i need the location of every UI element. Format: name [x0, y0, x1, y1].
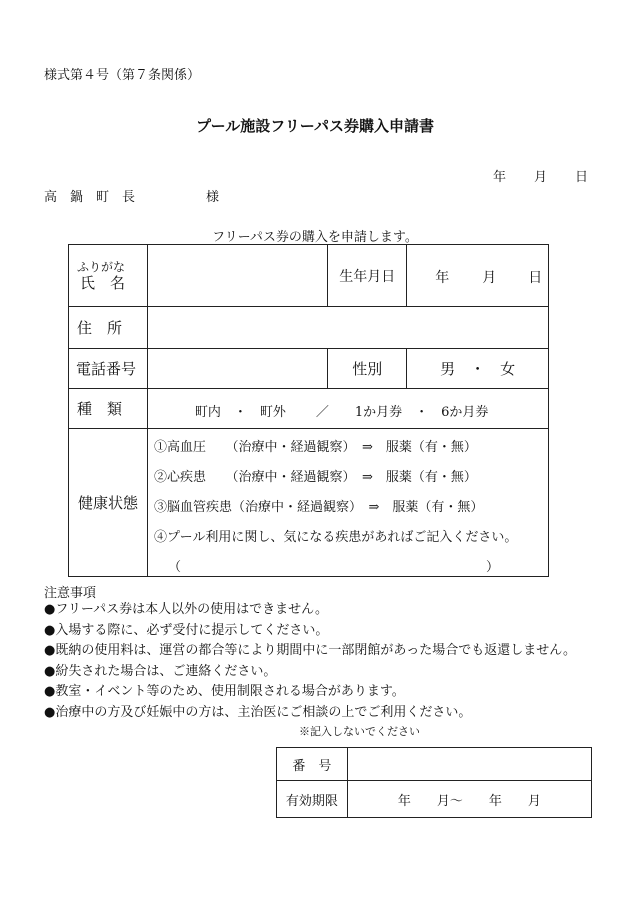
address-label: 住 所 [69, 307, 148, 349]
type-residence[interactable]: 町内 ・ 町外 [194, 405, 286, 420]
date-month: 月 [534, 170, 548, 185]
address-field[interactable] [147, 307, 548, 349]
type-separator: ／ [315, 405, 329, 420]
office-use-table [276, 747, 592, 818]
number-label: 番 号 [277, 748, 348, 781]
note-item: ●入場する際に、必ず受付に提示してください。 [44, 622, 329, 638]
birth-year: 年 [435, 270, 450, 286]
sex-options[interactable]: 男 ・ 女 [407, 349, 549, 389]
furigana-label: ふりがな [77, 259, 126, 274]
office-use-note: ※記入しないでください [299, 725, 420, 738]
note-item: ●紛失された場合は、ご連絡ください。 [44, 663, 277, 679]
health-line-2: ②心疾患 （治療中・経過観察） ⇒ 服薬（有・無） [154, 470, 477, 485]
name-field[interactable] [147, 245, 328, 307]
health-line-1: ①高血圧 （治療中・経過観察） ⇒ 服薬（有・無） [154, 440, 477, 455]
notes-heading: 注意事項 [44, 586, 97, 601]
phone-field[interactable] [147, 349, 328, 389]
health-label: 健康状態 [69, 429, 148, 577]
note-item: ●フリーパス券は本人以外の使用はできません。 [44, 602, 328, 617]
note-item: ●既納の使用料は、運営の都合等により期間中に一部閉館があった場合でも返還しません。 [44, 643, 576, 658]
phone-label: 電話番号 [69, 349, 148, 389]
notes-list [44, 600, 576, 723]
intro-text: フリーパス券の購入を申請します。 [212, 230, 418, 245]
note-item: ●治療中の方及び妊娠中の方は、主治医にご相談の上でご利用ください。 [44, 704, 472, 720]
note-item: ●教室・イベント等のため、使用制限される場合があります。 [44, 684, 405, 699]
name-label: 氏 名 [80, 273, 126, 292]
sex-label: 性別 [328, 349, 407, 389]
health-close-paren: ） [486, 560, 500, 575]
health-line-3: ③脳血管疾患（治療中・経過観察） ⇒ 服薬（有・無） [154, 500, 484, 515]
health-open-paren: （ [168, 560, 182, 575]
type-duration[interactable]: 1か月券 ・ 6か月券 [354, 405, 489, 420]
birth-day: 日 [528, 270, 543, 286]
validity-label: 有効期限 [277, 781, 348, 818]
birth-field[interactable] [407, 245, 549, 307]
name-label-cell [69, 245, 148, 307]
number-field[interactable] [347, 748, 591, 781]
addressee-honorific: 様 [206, 190, 220, 205]
health-line-4: ④プール利用に関し、気になる疾患があればご記入ください。 [154, 530, 518, 545]
birth-label: 生年月日 [328, 245, 407, 307]
form-number: 様式第４号（第７条関係） [44, 68, 201, 83]
date-day: 日 [575, 170, 589, 185]
type-label: 種 類 [69, 389, 148, 429]
validity-field[interactable]: 年 月〜 年 月 [347, 781, 591, 818]
date-year: 年 [493, 170, 507, 185]
addressee-name: 高 鍋 町 長 [44, 190, 136, 205]
type-options-cell [147, 389, 548, 429]
birth-month: 月 [482, 270, 497, 286]
page-title: プール施設フリーパス券購入申請書 [196, 117, 434, 135]
